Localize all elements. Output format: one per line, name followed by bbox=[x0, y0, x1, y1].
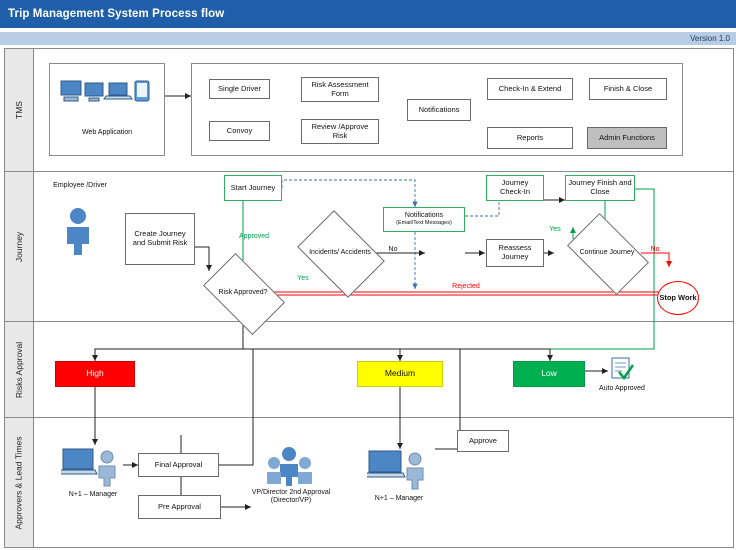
manager-left-label: N+1 – Manager bbox=[68, 491, 118, 498]
manager-right-icon bbox=[367, 447, 431, 491]
manager-right-label: N+1 – Manager bbox=[374, 495, 424, 502]
edge-label-no-2: No bbox=[650, 246, 660, 253]
journey-notifications-title: Notifications bbox=[404, 212, 444, 220]
web-application-label: Web Application bbox=[81, 129, 133, 136]
pre-approval-box[interactable]: Pre Approval bbox=[138, 495, 221, 519]
vp-director-text: VP/Director 2nd Approval (Director/VP) bbox=[251, 489, 331, 505]
version-bar bbox=[0, 32, 736, 45]
start-journey-box[interactable]: Start Journey bbox=[224, 175, 282, 201]
edge-label-yes-2: Yes bbox=[297, 275, 309, 282]
admin-functions-box[interactable]: Admin Functions bbox=[587, 127, 667, 149]
band-separator-1 bbox=[5, 171, 733, 172]
band-label-tms bbox=[5, 49, 34, 172]
band-label-approvers bbox=[5, 418, 34, 547]
auto-approved-icon bbox=[609, 355, 635, 381]
vp-director-group-icon bbox=[267, 445, 313, 487]
band-separator-3 bbox=[5, 417, 733, 418]
band-label-approvers-text: Approvers & Lead Times bbox=[14, 435, 25, 530]
journey-checkin-box[interactable]: Journey Check-In bbox=[486, 175, 544, 201]
page-title: Trip Management System Process flow bbox=[8, 8, 225, 20]
continue-journey-label: Continue Journey bbox=[579, 249, 635, 257]
journey-finish-close-box[interactable]: Journey Finish and Close bbox=[565, 175, 635, 201]
employee-driver-label: Employee /Driver bbox=[53, 182, 107, 189]
risk-low-box[interactable]: Low bbox=[513, 361, 585, 387]
incidents-accidents-decision[interactable] bbox=[305, 228, 375, 278]
manager-left-icon bbox=[61, 445, 123, 487]
create-journey-box[interactable]: Create Journey and Submit Risk bbox=[125, 213, 195, 265]
edge-label-yes-1: Yes bbox=[549, 226, 561, 233]
band-label-risks-approval bbox=[5, 322, 34, 418]
employee-person-icon bbox=[61, 207, 95, 255]
auto-approved-label: Auto Approved bbox=[599, 385, 645, 392]
band-label-tms-text: TMS bbox=[13, 101, 24, 119]
risk-assessment-form-box[interactable]: Risk Assessment Form bbox=[301, 77, 379, 102]
stop-work-node[interactable]: Stop Work bbox=[657, 281, 699, 315]
tms-notifications-box[interactable]: Notifications bbox=[407, 99, 471, 121]
continue-journey-decision[interactable] bbox=[573, 231, 641, 275]
risk-approved-label: Risk Approved? bbox=[218, 289, 268, 297]
reports-box[interactable]: Reports bbox=[487, 127, 573, 149]
risk-medium-box[interactable]: Medium bbox=[357, 361, 443, 387]
window-title-bar bbox=[0, 0, 736, 28]
edge-label-rejected: Rejected bbox=[452, 283, 480, 290]
single-driver-box[interactable]: Single Driver bbox=[209, 79, 270, 99]
edge-label-approved: Approved bbox=[239, 233, 269, 240]
diagram-canvas bbox=[4, 48, 734, 548]
journey-notifications-subtitle: (Email/Text Messages) bbox=[396, 220, 452, 227]
journey-notifications-box[interactable] bbox=[383, 207, 465, 232]
incidents-accidents-label: Incidents/ Accidents bbox=[309, 249, 371, 257]
vp-director-label bbox=[245, 489, 337, 505]
checkin-extend-box[interactable]: Check-In & Extend bbox=[487, 78, 573, 100]
review-approve-risk-box[interactable]: Review /Approve Risk bbox=[301, 119, 379, 144]
band-label-journey bbox=[5, 172, 34, 322]
band-separator-2 bbox=[5, 321, 733, 322]
risk-approved-decision[interactable] bbox=[209, 271, 277, 315]
band-label-journey-text: Journey bbox=[14, 231, 24, 262]
version-label: Version 1.0 bbox=[689, 34, 730, 43]
convoy-box[interactable]: Convoy bbox=[209, 121, 270, 141]
finish-close-box[interactable]: Finish & Close bbox=[589, 78, 667, 100]
final-approval-box[interactable]: Final Approval bbox=[138, 453, 219, 477]
band-label-risks-approval-text: Risks Approval bbox=[14, 341, 24, 398]
edge-label-no-1: No bbox=[388, 246, 398, 253]
reassess-journey-box[interactable]: Reassess Journey bbox=[486, 239, 544, 267]
device-icons bbox=[59, 75, 157, 119]
risk-high-box[interactable]: High bbox=[55, 361, 135, 387]
approve-box[interactable]: Approve bbox=[457, 430, 509, 452]
